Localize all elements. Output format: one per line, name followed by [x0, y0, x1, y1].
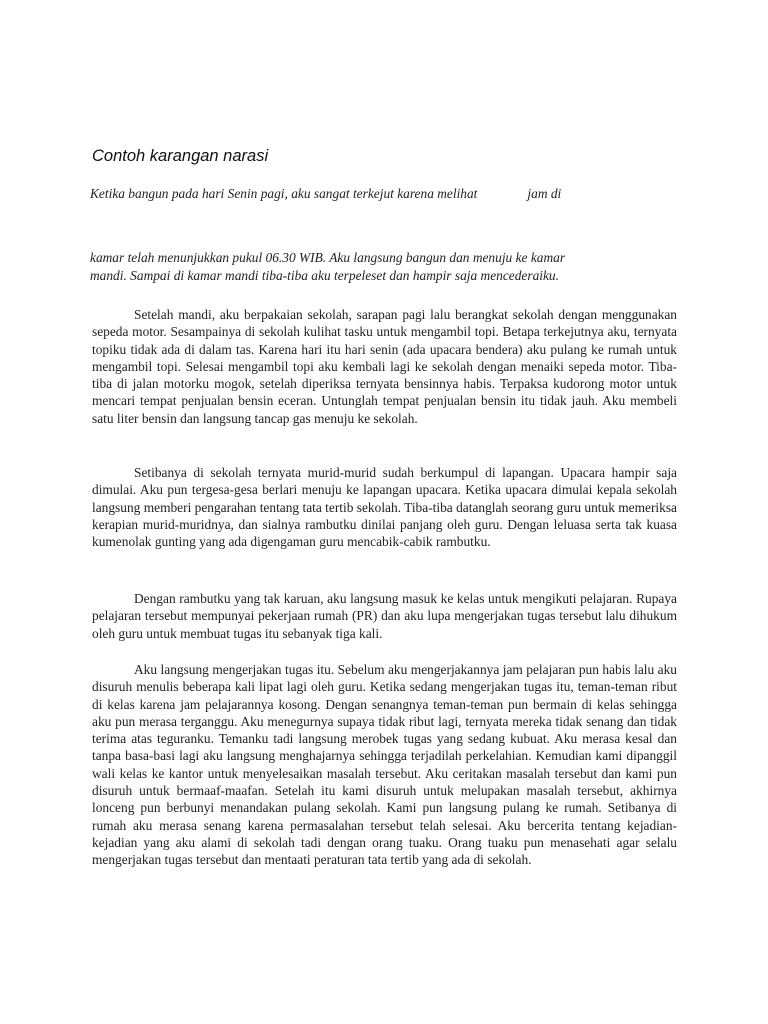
intro-line-1-end: jam di — [527, 186, 562, 201]
paragraph-2: Setibanya di sekolah ternyata murid-murid sudah berkumpul di lapangan. Upacara hampir saja dimulai. Aku pun tergesa-gesa berlari menuju ke lapangan upacara. Ketika upacara dimulai kepala sekolah langsung memberi pengarahan tentang tata tertib sekolah. Tiba-tiba datanglah seorang guru untuk memeriksa kerapian murid-muridnya, dan sialnya rambutku dinilai panjang oleh guru. Dengan leluasa serta tak kuasa kumenolak gunting yang ada digengaman guru mencabik-cabik rambutku. — [92, 465, 677, 550]
paragraph-4: Aku langsung mengerjakan tugas itu. Sebelum aku mengerjakannya jam pelajaran pun habis lalu aku disuruh menulis beberapa kali lipat lagi oleh guru. Ketika sedang mengerjakan tugas itu, teman-teman ribut di kelas karena jam pelajarannya kosong. Dengan senangnya teman-teman pun bermain di kelas sehingga aku pun merasa terganggu. Aku menegurnya supaya tidak ribut lagi, ternyata mereka tidak senang dan tidak terima atas teguranku. Temanku tadi langsung merobek tugas yang sedang kubuat. Aku merasa kesal dan tanpa basa-basi lagi aku langsung menghajarnya sehingga terjadilah perkelahian. Kemudian kami dipanggil wali kelas ke kantor untuk menyelesaikan masalah tersebut. Aku ceritakan masalah tersebut dan kami pun disuruh untuk bermaaf-maafan. Setelah itu kami disuruh untuk melupakan masalah tersebut, akhirnya lonceng pun berbunyi menandakan pulang sekolah. Kami pun langsung pulang ke rumah. Setibanya di rumah aku merasa senang karena permasalahan tersebut telah selesai. Aku bercerita tentang kejadian-kejadian yang aku alami di sekolah tadi dengan orang tuaku. Orang tuaku pun menasehati agar selalu mengerjakan tugas tersebut dan mentaati peraturan tata tertib yang ada di sekolah. — [92, 662, 677, 868]
paragraph-1: Setelah mandi, aku berpakaian sekolah, sarapan pagi lalu berangkat sekolah dengan menggunakan sepeda motor. Sesampainya di sekolah kulihat tasku untuk mengambil topi. Betapa terkejutnya aku, ternyata topiku tidak ada di dalam tas. Karena hari itu hari senin (ada upacara bendera) aku pulang ke rumah untuk mengambil topi. Selesai mengambil topi aku kembali lagi ke sekolah dengan menaiki sepeda motor. Tiba-tiba di jalan motorku mogok, setelah diperiksa ternyata bensinnya habis. Terpaksa kudorong motor untuk mencari tempat penjualan bensin eceran. Untunglah tempat penjualan bensin itu tidak jauh. Aku membeli satu liter bensin dan langsung tancap gas menuju ke sekolah. — [92, 307, 677, 426]
intro-line-2: kamar telah menunjukkan pukul 06.30 WIB. Aku langsung bangun dan menuju ke kamar — [90, 250, 566, 265]
document-title: Contoh karangan narasi — [92, 147, 269, 165]
intro-line-1-text: Ketika bangun pada hari Senin pagi, aku sangat terkejut karena melihat — [90, 186, 478, 201]
intro-line-1 — [90, 186, 690, 202]
intro-line-3: mandi. Sampai di kamar mandi tiba-tiba aku terpeleset dan hampir saja mencederaiku. — [90, 268, 559, 283]
paragraph-3: Dengan rambutku yang tak karuan, aku langsung masuk ke kelas untuk mengikuti pelajaran. Rupaya pelajaran tersebut mempunyai pekerjaan rumah (PR) dan aku lupa mengerjakan tugas tersebut lalu dihukum oleh guru untuk membuat tugas itu sebanyak tiga kali. — [92, 591, 677, 641]
